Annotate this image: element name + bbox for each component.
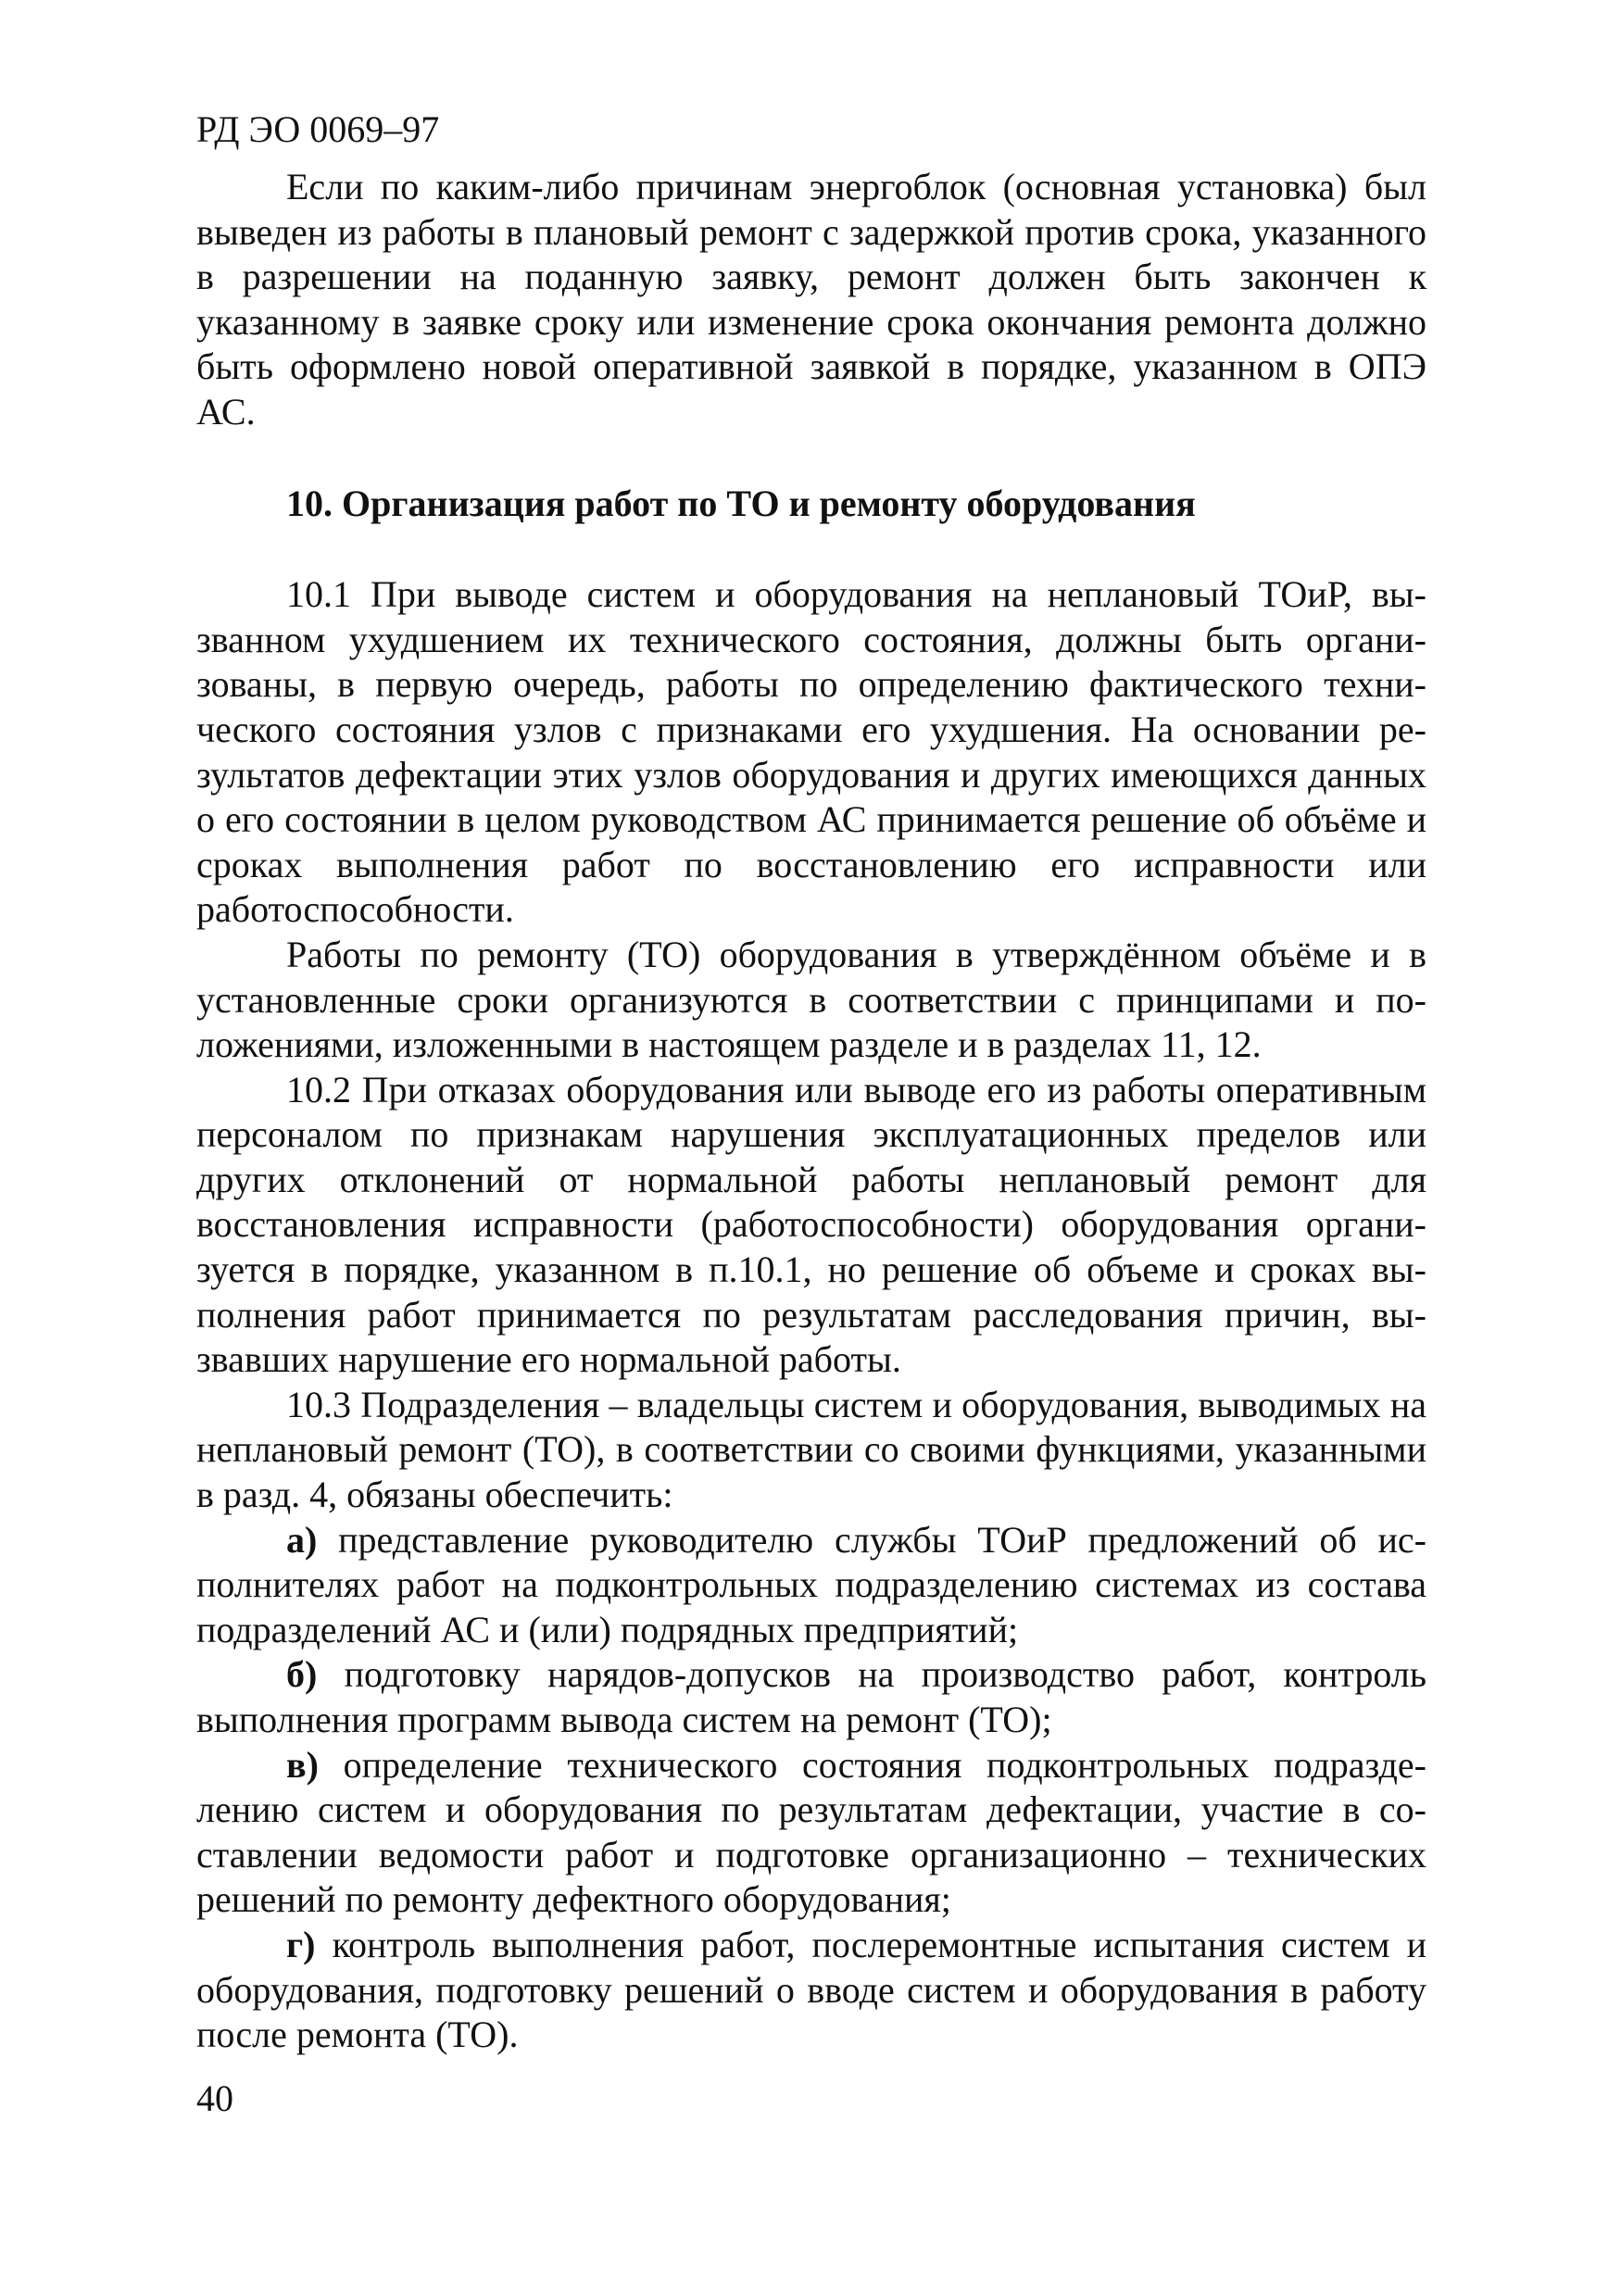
list-item-label: б) xyxy=(286,1653,318,1696)
intro-paragraph: Если по каким-либо причинам энергоблок (основная установка) был выведен из работы в плановый ремонт с задержкой против срока, указанного в разрешении на поданную заявку, ремонт должен быть закончен к указанному в заявке сроку или изменение срока окончания ремонта должно быть оформлено новой оперативной заявкой в порядке, указанном в ОПЭ АС. xyxy=(196,166,1426,433)
list-item-label: а) xyxy=(286,1518,318,1561)
list-item-a xyxy=(196,1518,1426,1653)
document-body xyxy=(196,165,1426,2058)
paragraph-10-1-continued: Работы по ремонту (ТО) оборудования в утверждённом объёме и в установленные сроки организуются в соответствии с принципами и положениями, изложенными в настоящем разделе и в разделах 11, 12. xyxy=(196,933,1426,1066)
paragraph-10-1: 10.1 При выводе систем и оборудования на неплановый ТОиР, вызванном ухудшением их технического состояния, должны быть организованы, в первую очередь, работы по определению фактического технического состояния узлов с признаками его ухудшения. На основании результатов дефектации этих узлов оборудования и других имеющихся данных о его состоянии в целом руководством АС принимается решение об объёме и сроках выполнения работ по восстановлению его исправности или работоспособности. xyxy=(196,573,1426,931)
document-code-header: РД ЭО 0069–97 xyxy=(196,108,440,150)
page-number: 40 xyxy=(196,2077,233,2119)
paragraph-10-2: 10.2 При отказах оборудования или выводе его из работы оперативным персоналом по признакам нарушения эксплуатационных пределов или других отклонений от нормальной работы неплановый ремонт для восстановления исправности (работоспособности) оборудования организуется в порядке, указанном в п.10.1, но решение об объеме и сроках выполнения работ принимается по результатам расследования причин, вызвавших нарушение его нормальной работы. xyxy=(196,1068,1426,1381)
list-item-text: контроль выполнения работ, послеремонтные испытания систем и оборудования, подготовку решений о вводе систем и оборудования в работу после ремонта (ТО). xyxy=(196,1923,1426,2056)
list-item-label: в) xyxy=(286,1743,319,1786)
paragraph-10-3: 10.3 Подразделения – владельцы систем и оборудования, выводимых на неплановый ремонт (ТО), в соответствии со своими функциями, указанными в разд. 4, обязаны обеспечить: xyxy=(196,1383,1426,1516)
list-item-label: г) xyxy=(286,1923,316,1965)
list-item-b xyxy=(196,1652,1426,1742)
list-item-text: подготовку нарядов-допусков на производство работ, контроль выполнения программ вывода систем на ремонт (ТО); xyxy=(196,1653,1426,1740)
list-item-g xyxy=(196,1923,1426,2058)
list-item-text: определение технического состояния подконтрольных подразделению систем и оборудования по результатам дефектации, участие в составлении ведомости работ и подготовке организационно – технических решений по ремонту дефектного оборудования; xyxy=(196,1743,1426,1921)
list-item-v xyxy=(196,1743,1426,1923)
section-title: 10. Организация работ по ТО и ремонту оборудования xyxy=(286,482,1196,524)
list-item-text: представление руководителю службы ТОиР предложений об исполнителях работ на подконтрольных подразделению системах из состава подразделений АС и (или) подрядных предприятий; xyxy=(196,1518,1426,1650)
